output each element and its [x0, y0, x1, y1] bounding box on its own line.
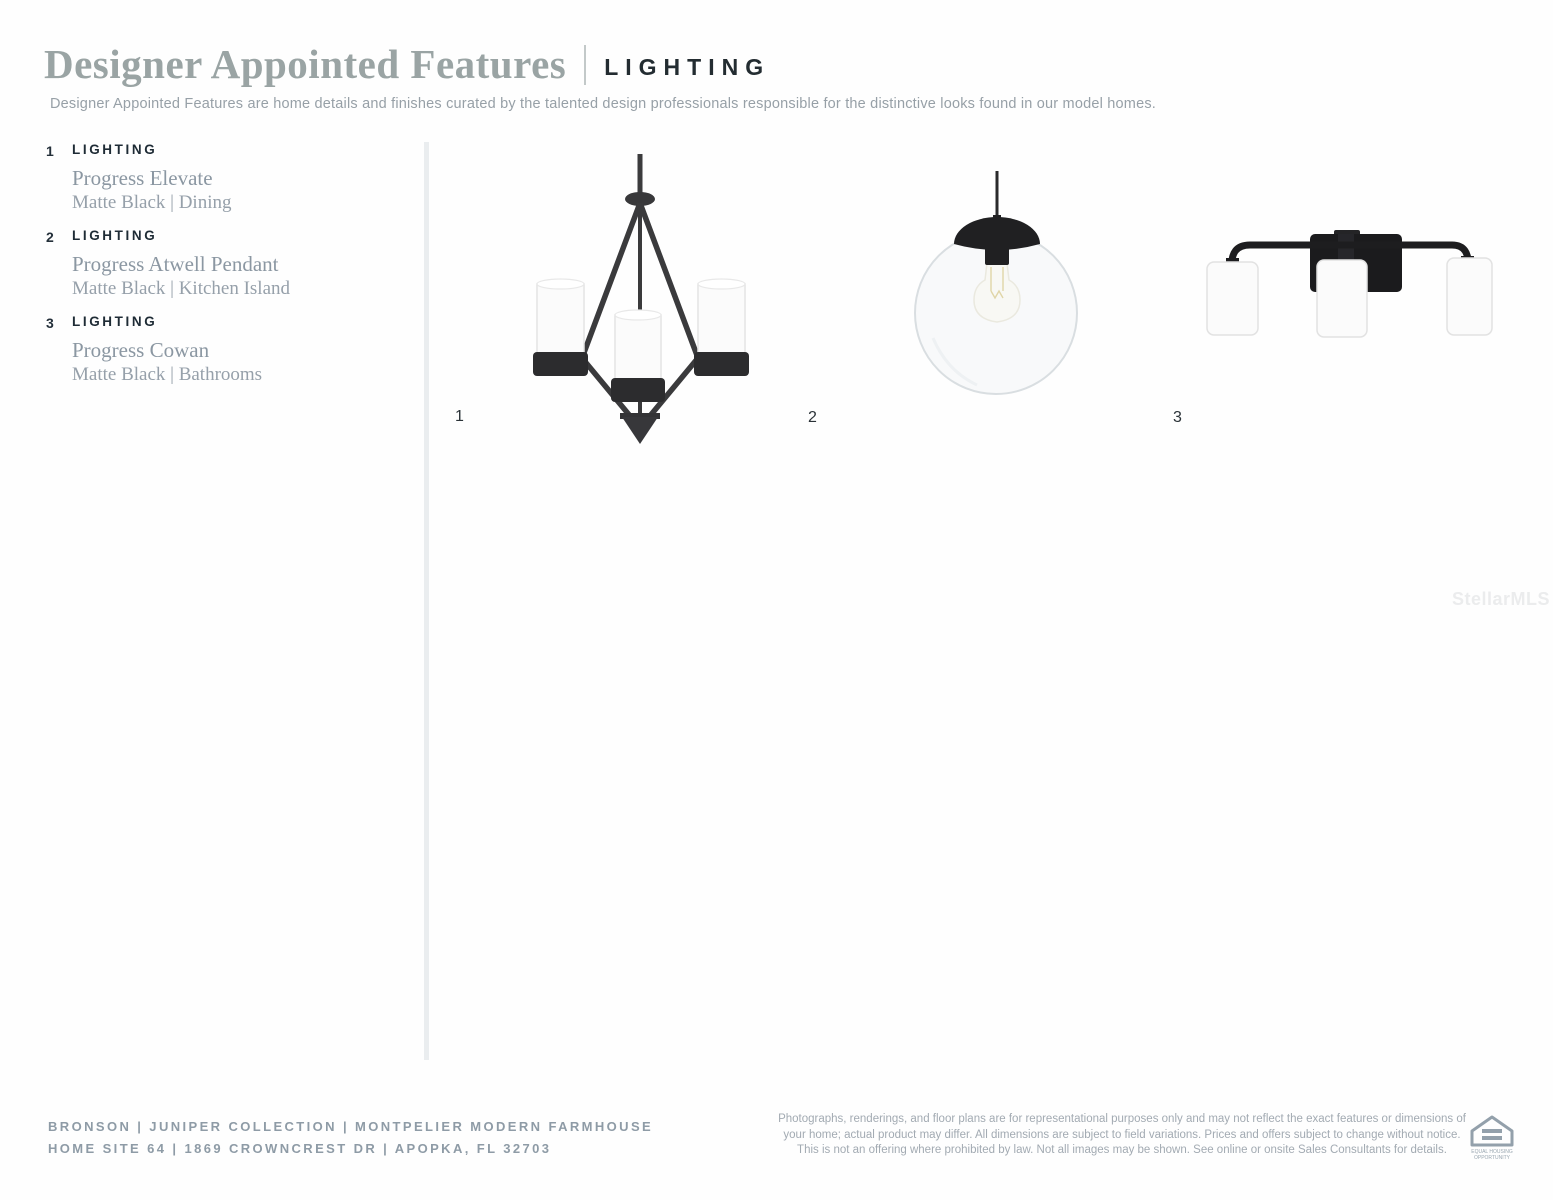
feature-number: 3 [46, 315, 54, 332]
feature-body [72, 142, 231, 214]
feature-list [46, 142, 416, 400]
category-heading: LIGHTING [604, 54, 771, 80]
page-title: Designer Appointed Features [44, 41, 567, 87]
community-line: BRONSON | JUNIPER COLLECTION | MONTPELIER MODERN FARMHOUSE [48, 1119, 654, 1134]
feature-finish: Matte Black | Kitchen Island [72, 278, 291, 300]
feature-name: Progress Cowan [72, 338, 210, 363]
feature-body [72, 228, 290, 300]
globe-pendant-icon [897, 163, 1097, 403]
gallery-number-3: 3 [1173, 409, 1182, 426]
gallery-number-2: 2 [808, 409, 817, 426]
feature-number: 1 [46, 143, 54, 159]
stellar-mls-watermark: StellarMLS [1452, 589, 1551, 609]
address-line: HOME SITE 64 | 1869 CROWNCREST DR | APOPKA, FL 32703 [48, 1141, 552, 1156]
vertical-divider [424, 142, 429, 1060]
disclaimer-line: Photographs, renderings, and floor plans are for representational purposes only and may not reflect the exact features or dimensions of [778, 1113, 1466, 1125]
disclaimer-line: your home; actual product may differ. All dimensions are subject to field variations. Prices and offers subject to change without notice. [783, 1128, 1461, 1141]
eho-text-line2: OPPORTUNITY [1473, 1155, 1511, 1161]
footer-community-info [48, 1116, 653, 1160]
list-item [46, 142, 416, 214]
feature-category-label: LIGHTING [72, 228, 158, 244]
chandelier-3-light-icon [524, 150, 756, 450]
title-divider [584, 45, 586, 85]
feature-category-label: LIGHTING [72, 142, 158, 157]
feature-finish: Matte Black | Bathrooms [72, 364, 263, 386]
feature-number: 2 [46, 229, 54, 246]
feature-name: Progress Elevate [72, 166, 213, 190]
list-item [46, 314, 416, 386]
eho-text-line1: EQUAL HOUSING [1471, 1149, 1513, 1155]
gallery-number-1: 1 [455, 408, 464, 425]
disclaimer-line: This is not an offering where prohibited by law. Not all images may be shown. See online or onsite Sales Consultants for details. [797, 1144, 1447, 1156]
feature-category-label: LIGHTING [72, 314, 158, 330]
page-subtitle: Designer Appointed Features are home details and finishes curated by the talented design professionals responsible for the distinctive looks found in our model homes. [50, 96, 1157, 112]
feature-body [72, 314, 262, 386]
feature-finish: Matte Black | Dining [72, 192, 232, 214]
footer-disclaimer [775, 1112, 1469, 1159]
vanity-bar-3-light-icon [1198, 228, 1498, 348]
equal-housing-opportunity-icon [1468, 1113, 1518, 1163]
page-header [44, 41, 771, 87]
list-item [46, 228, 416, 300]
feature-name: Progress Atwell Pendant [72, 252, 279, 277]
